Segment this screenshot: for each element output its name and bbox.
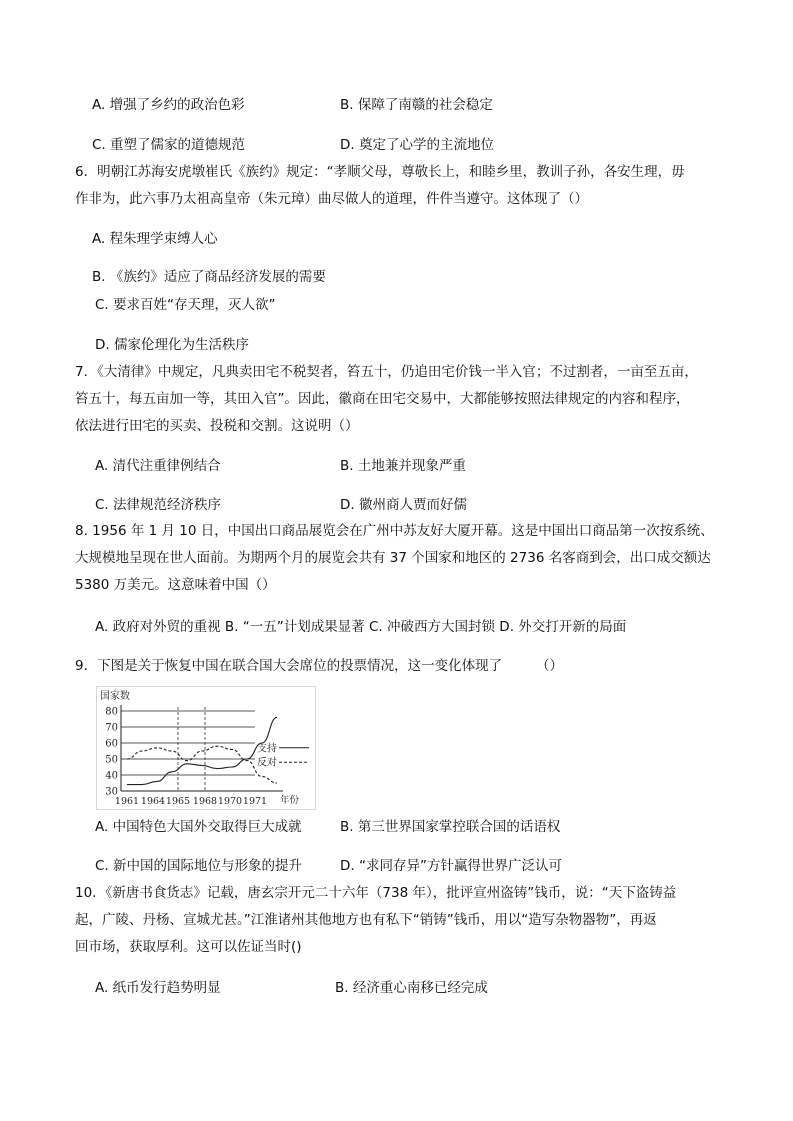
ytick-label-50: 50 [105,754,118,766]
q7-stem-line2: 笞五十，每五亩加一等，其田入官”。因此，徽商在田宅交易中，大都能够按照法律规定的内容和程序， [75,391,690,407]
q7-option-d: D. 徽州商人贾而好儒 [340,497,467,513]
q10-option-b: B. 经济重心南移已经完成 [335,980,488,996]
chart-ylabel: 国家数 [100,691,130,702]
xtick-label-1968: 1968 [192,796,218,807]
q9-option-a: A. 中国特色大国外交取得巨大成就 [95,819,302,835]
q9-option-c: C. 新中国的国际地位与形象的提升 [95,858,303,874]
xtick-label-1970: 1970 [217,796,243,807]
q9-option-d: D. “求同存异”方针赢得世界广泛认可 [340,858,562,874]
q6-option-a: A. 程朱理学束缚人心 [92,231,218,247]
q8-stem-line3: 5380 万美元。这意味着中国（） [75,577,276,593]
q5-option-d: D. 奠定了心学的主流地位 [340,137,494,153]
ytick-label-80: 80 [105,706,118,718]
q7-option-a: A. 清代注重律例结合 [95,458,221,474]
q8-stem-line2: 大规模地呈现在世人面前。为期两个月的展览会共有 37 个国家和地区的 2736 名客商到会，出口成交额达 [75,550,711,566]
xtick-label-1961: 1961 [114,796,140,807]
q10-stem-line3: 回市场，获取厚利。这可以佐证当时() [75,939,302,955]
q6-option-b: B. 《族约》适应了商品经济发展的需要 [92,269,326,285]
q7-option-c: C. 法律规范经济秩序 [95,497,222,513]
q9-option-b: B. 第三世界国家掌控联合国的话语权 [340,819,561,835]
q6-stem-line2: 作非为，此六事乃太祖高皇帝（朱元璋）曲尽做人的道理，件件当遵守。这体现了（） [75,191,588,207]
xtick-label-1971: 1971 [242,796,268,807]
vote-chart-svg [97,687,315,809]
q10-option-a: A. 纸币发行趋势明显 [95,980,221,996]
q9-answer-paren: （） [536,658,563,674]
q5-option-a: A. 增强了乡约的政治色彩 [92,97,245,113]
q8-stem-line1: 8. 1956 年 1 月 10 日，中国出口商品展览会在广州中苏友好大厦开幕。这是中国出口商品第一次按系统、 [75,523,714,539]
q9-stem-line1: 9．下图是关于恢复中国在联合国大会席位的投票情况，这一变化体现了 [75,658,503,674]
ytick-label-40: 40 [105,770,118,782]
legend-label-1: 支持 [257,743,277,755]
q7-option-b: B. 土地兼并现象严重 [340,458,466,474]
q5-option-b: B. 保障了南赣的社会稳定 [340,97,493,113]
q8-options: A. 政府对外贸的重视 B. “一五”计划成果显著 C. 冲破西方大国封锁 D. 外交打开新的局面 [95,619,627,635]
legend-label-2: 反对 [257,757,277,769]
q7-stem-line1: 7．《大清律》中规定，凡典卖田宅不税契者，笞五十，仍追田宅价钱一半入官；不过割者，一亩至五亩， [75,364,698,380]
q10-stem-line1: 10．《新唐书食货志》记载，唐玄宗开元二十六年（738 年），批评宣州盗铸”钱币，说：“天下盗铸益 [75,885,677,901]
q6-option-c: C. 要求百姓“存天理，灭人欲” [95,297,276,313]
q7-stem-line3: 依法进行田宅的买卖、投税和交割。这说明（） [75,418,359,434]
q6-option-d: D. 儒家伦理化为生活秩序 [95,337,249,353]
chart-xlabel: 年份 [280,795,300,806]
xtick-label-1965: 1965 [165,796,191,807]
ytick-label-60: 60 [105,738,118,750]
vote-chart [96,686,316,810]
xtick-label-1964: 1964 [140,796,166,807]
ytick-label-30: 30 [105,786,118,798]
q10-stem-line2: 起，广陵、丹杨、宣城尤甚。”江淮诸州其他地方也有私下“销铸”钱币，用以“造写杂物器物”，再返 [75,912,657,928]
q5-option-c: C. 重塑了儒家的道德规范 [92,137,246,153]
q6-stem-line1: 6．明朝江苏海安虎墩崔氏《族约》规定：“孝顺父母，尊敬长上，和睦乡里，教训子孙，各安生理，毋 [75,164,685,180]
ytick-label-70: 70 [105,722,118,734]
